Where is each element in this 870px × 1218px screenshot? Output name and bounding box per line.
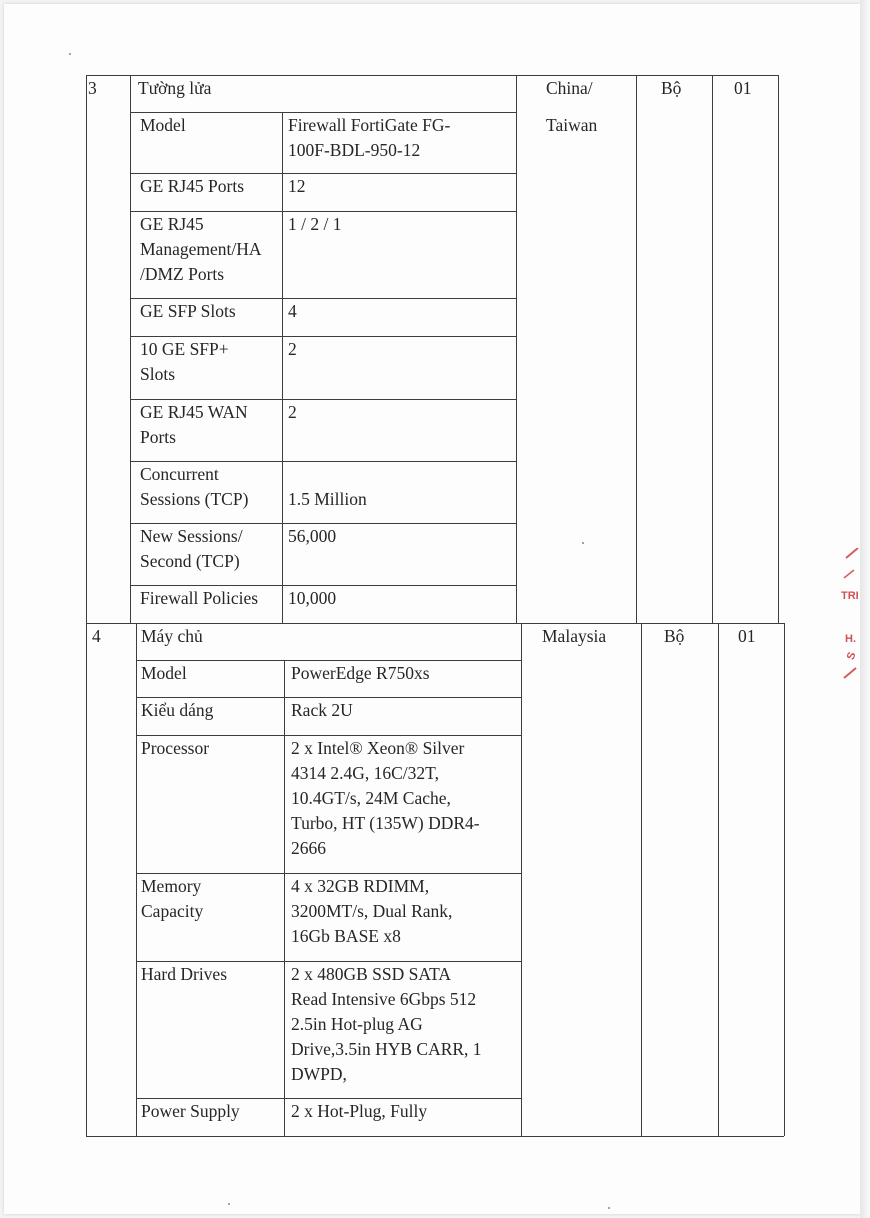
spec-label: Power Supply — [141, 1101, 240, 1121]
col-origin-right-border — [636, 75, 637, 623]
subtable-mid-border — [284, 660, 285, 1136]
spec-label: Ports — [140, 427, 176, 447]
spec-value: 2 — [288, 339, 297, 359]
spec-value: 10.4GT/s, 24M Cache, — [291, 788, 451, 808]
stamp-fragment-3: S — [844, 650, 859, 662]
origin-country: Taiwan — [546, 115, 598, 135]
spec-label: Hard Drives — [141, 964, 228, 984]
unit-cell: Bộ — [664, 626, 685, 646]
spec-label: /DMZ Ports — [140, 264, 225, 284]
spec-value: 4 — [288, 301, 297, 321]
col-no-left-border — [86, 623, 87, 1136]
spec-value: 2 — [288, 402, 297, 422]
col-unit-right-border — [718, 623, 719, 1136]
spec-label: Memory — [141, 876, 202, 896]
col-origin-right-border — [641, 623, 642, 1136]
col-qty-right-border — [784, 623, 785, 1136]
speck — [608, 1207, 610, 1209]
col-unit-right-border — [712, 75, 713, 623]
unit-cell: Bộ — [661, 78, 682, 98]
item-title: Tường lửa — [138, 78, 212, 98]
spec-value: 2 x 480GB SSD SATA — [291, 964, 452, 984]
spec-value: 2 x Hot-Plug, Fully — [291, 1101, 428, 1121]
spec-label: Model — [140, 115, 186, 135]
col-no-right-border — [130, 75, 131, 623]
spec-value: 10,000 — [288, 588, 337, 608]
spec-label: Concurrent — [140, 464, 219, 484]
spec-value: 1 / 2 / 1 — [288, 214, 342, 234]
spec-label: GE RJ45 Ports — [140, 176, 245, 196]
spec-value: 4 x 32GB RDIMM, — [291, 876, 430, 896]
col-no-right-border — [136, 623, 137, 1136]
document-page — [4, 4, 860, 1214]
spec-label: Sessions (TCP) — [140, 489, 249, 509]
stamp-arc-icon — [838, 548, 862, 688]
spec-value: 56,000 — [288, 526, 337, 546]
spec-value: DWPD, — [291, 1064, 347, 1084]
item-title: Máy chủ — [141, 626, 203, 646]
speck — [582, 542, 584, 544]
spec-value: 16Gb BASE x8 — [291, 926, 401, 946]
spec-value: PowerEdge R750xs — [291, 663, 430, 683]
spec-value: Read Intensive 6Gbps 512 — [291, 989, 477, 1009]
spec-label: Processor — [141, 738, 210, 758]
col-no-left-border — [86, 75, 87, 623]
spec-value: 2666 — [291, 838, 326, 858]
spec-label: Kiểu dáng — [141, 700, 214, 720]
spec-value: Drive,3.5in HYB CARR, 1 — [291, 1039, 482, 1059]
col-spec-right-border — [521, 623, 522, 1136]
quantity-cell: 01 — [734, 78, 752, 98]
stamp-fragment-1: TRI — [841, 590, 859, 602]
spec-value: Rack 2U — [291, 700, 353, 720]
spec-value: 2 x Intel® Xeon® Silver — [291, 738, 465, 758]
table-border-bottom — [86, 1136, 784, 1137]
spec-label: Capacity — [141, 901, 204, 921]
quantity-cell: 01 — [738, 626, 756, 646]
origin-country: China/ — [546, 78, 593, 98]
origin-country: Malaysia — [542, 626, 607, 646]
subtable-mid-border — [282, 112, 283, 623]
spec-value: 12 — [288, 176, 306, 196]
item-number: 4 — [92, 626, 101, 646]
spec-value: Firewall FortiGate FG- — [288, 115, 451, 135]
spec-label: Model — [141, 663, 187, 683]
spec-label: Slots — [140, 364, 176, 384]
spec-label: 10 GE SFP+ — [140, 339, 229, 359]
spec-value: 100F-BDL-950-12 — [288, 140, 421, 160]
speck — [228, 1203, 230, 1205]
spec-label: Management/HA — [140, 239, 262, 259]
spec-label: GE RJ45 WAN — [140, 402, 248, 422]
spec-label: New Sessions/ — [140, 526, 243, 546]
spec-label: Second (TCP) — [140, 551, 240, 571]
spec-label: GE SFP Slots — [140, 301, 236, 321]
col-qty-right-border — [778, 75, 779, 623]
stamp-fragment-2: H. — [845, 633, 856, 645]
spec-value: Turbo, HT (135W) DDR4- — [291, 813, 480, 833]
spec-value: 2.5in Hot-plug AG — [291, 1014, 423, 1034]
item-number: 3 — [88, 78, 97, 98]
spec-label: GE RJ45 — [140, 214, 204, 234]
speck — [69, 53, 71, 55]
spec-value: 4314 2.4G, 16C/32T, — [291, 763, 439, 783]
spec-value: 1.5 Million — [288, 489, 367, 509]
spec-label: Firewall Policies — [140, 588, 259, 608]
spec-value: 3200MT/s, Dual Rank, — [291, 901, 453, 921]
col-spec-right-border — [516, 75, 517, 623]
